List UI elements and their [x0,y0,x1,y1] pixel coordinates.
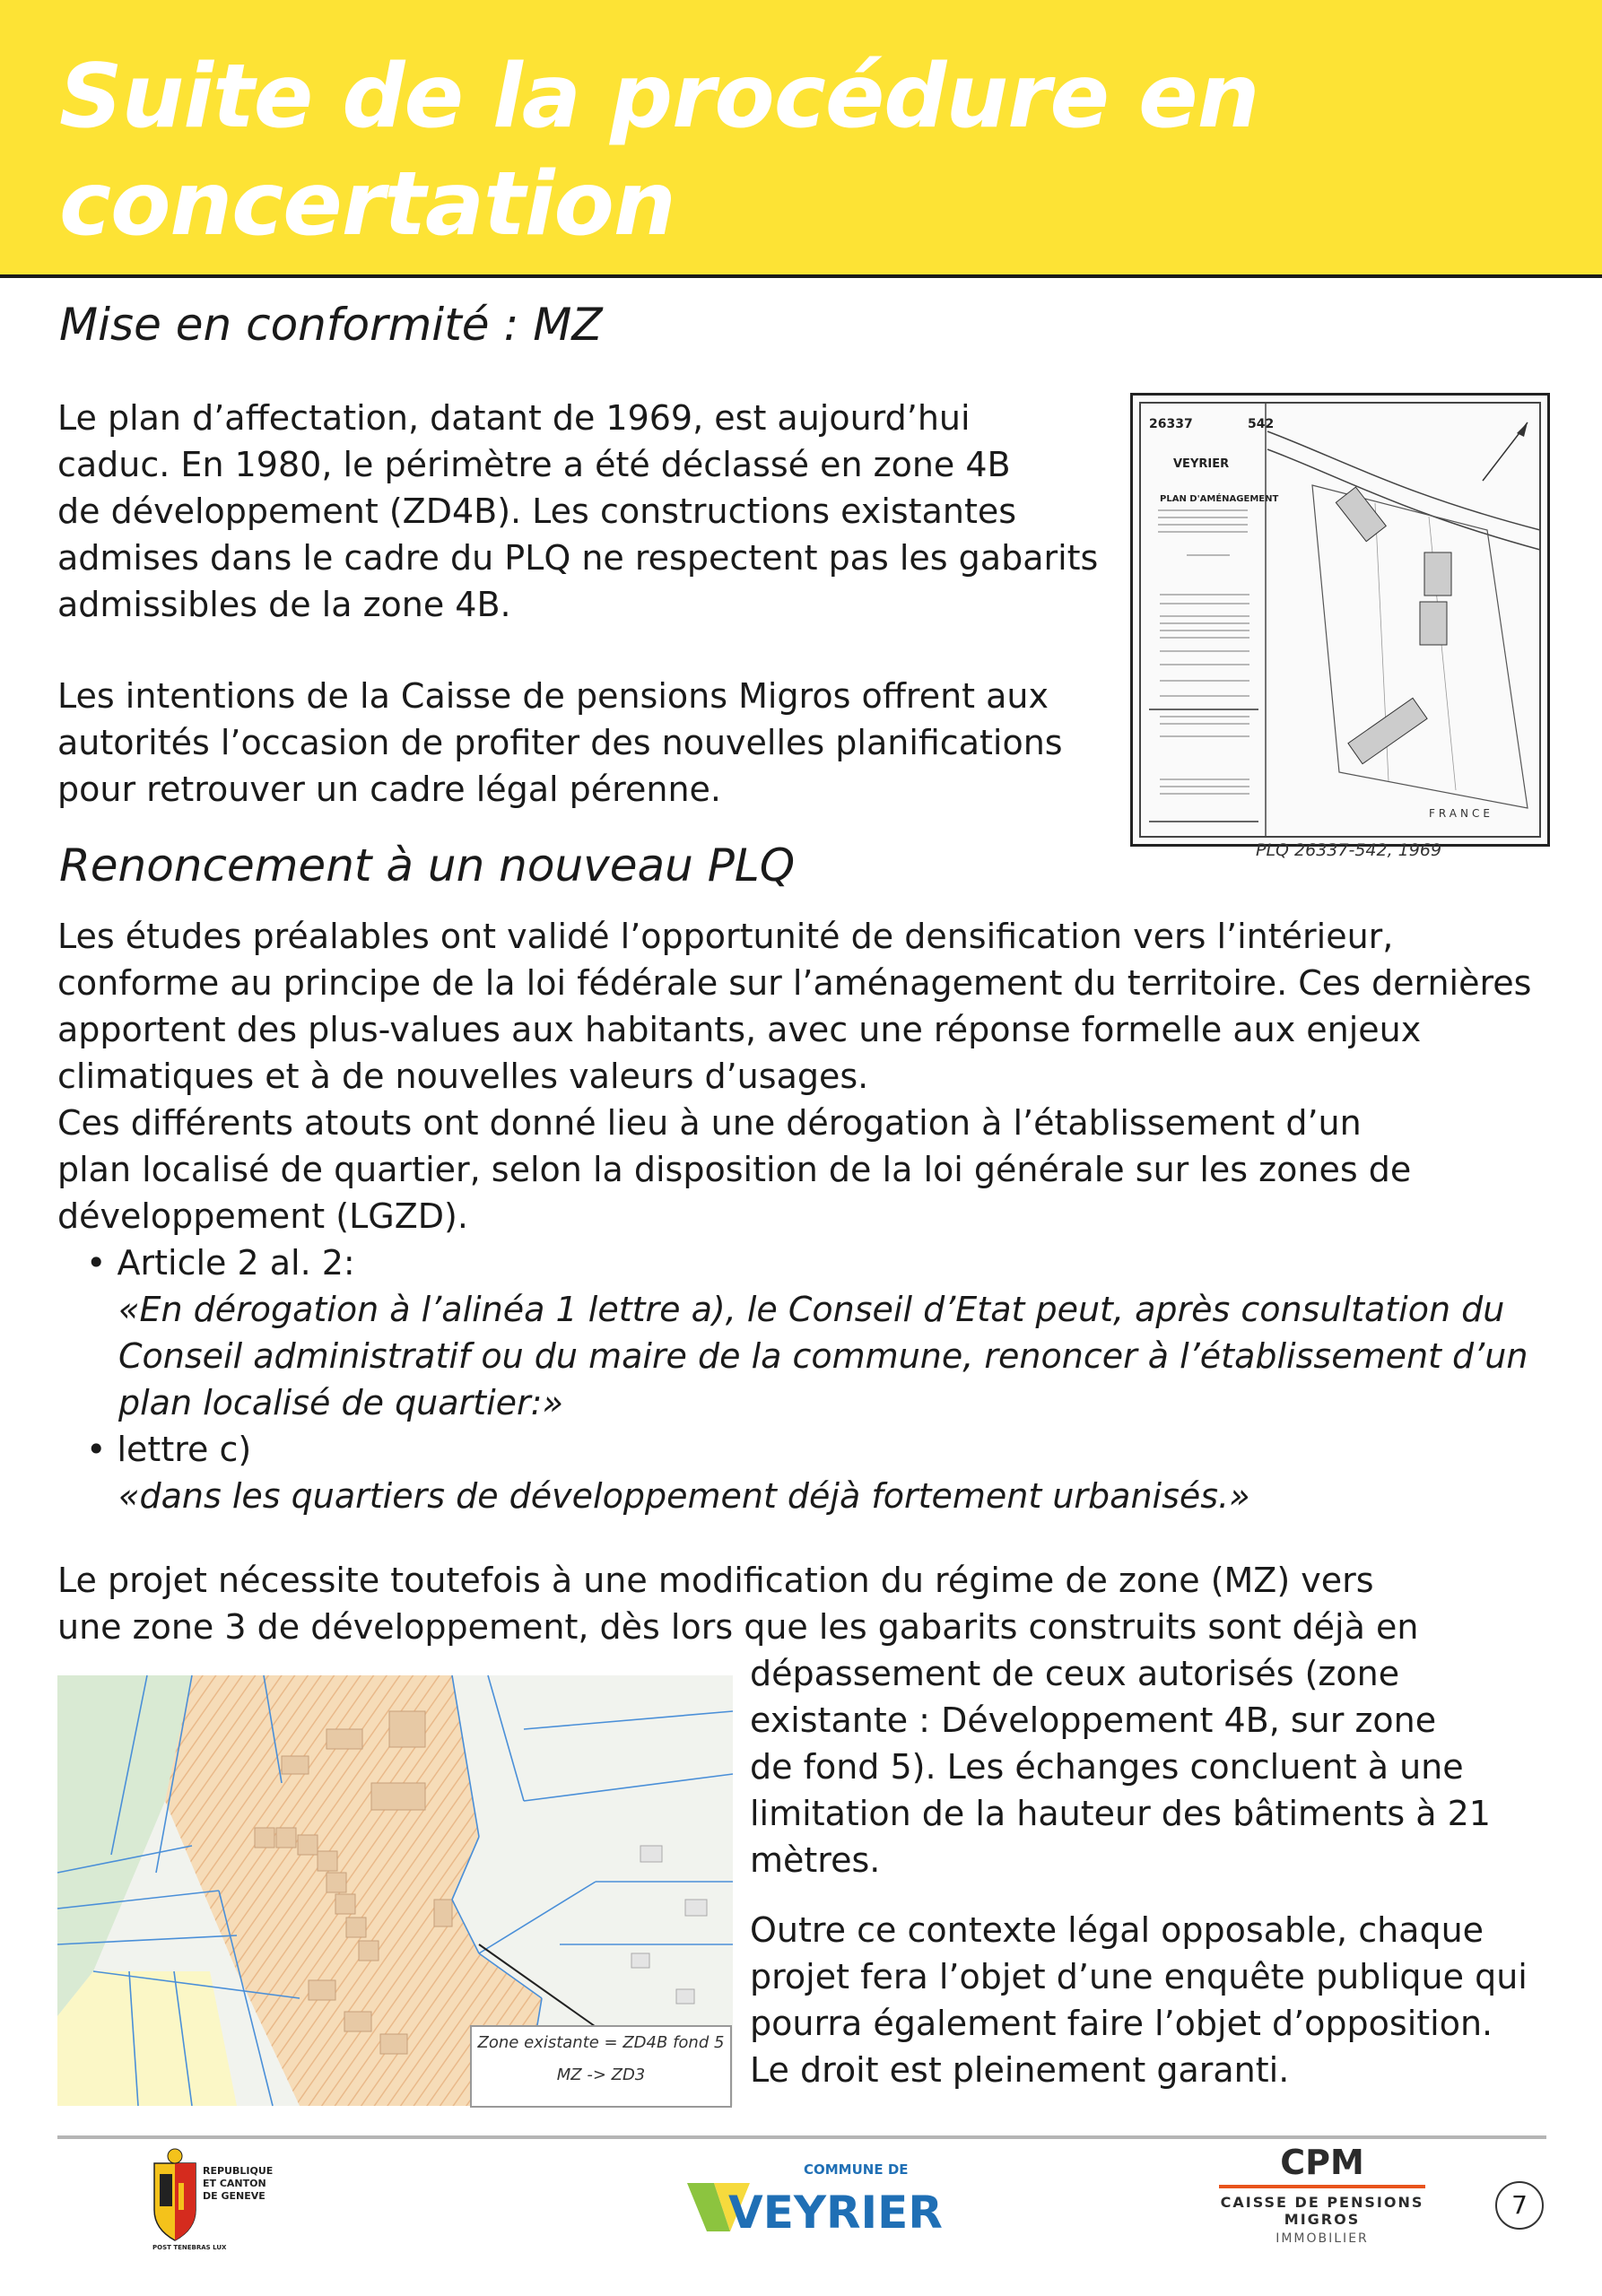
geneve-motto: POST TENEBRAS LUX [152,2244,227,2251]
cpm-line1: CAISSE DE PENSIONS MIGROS [1220,2194,1424,2228]
paragraph-plan-affectation [57,395,1116,628]
plan-number-left: 26337 [1149,417,1193,431]
text-line: Le plan d’affectation, datant de 1969, est aujourd’hui [57,398,971,438]
text-line: existante : Développement 4B, sur zone [750,1700,1437,1740]
veyrier-name-text: VEYRIER [728,2187,943,2239]
plq-plan-caption: PLQ 26337-542, 1969 [1256,840,1442,860]
text-line: caduc. En 1980, le périmètre a été déclassé en zone 4B [57,445,1011,484]
paragraph-enquete-publique [750,1907,1557,2093]
veyrier-logo [687,2147,943,2240]
text-line: Ces différents atouts ont donné lieu à une dérogation à l’établissement d’un [57,1103,1362,1143]
geneve-text-line: DE GENEVE [203,2190,266,2202]
plq-plan-drawing [1133,396,1547,844]
text-line: Outre ce contexte légal opposable, chaque [750,1910,1484,1950]
text-line: conforme au principe de la loi fédérale sur l’aménagement du territoire. Ces dernières [57,963,1532,1003]
section-heading-conformite: Mise en conformité : MZ [59,299,603,351]
cpm-line2: IMMOBILIER [1276,2231,1369,2246]
geneve-text-line: REPUBLIQUE [203,2165,274,2177]
text-line: «En dérogation à l’alinéa 1 lettre a), le Conseil d’Etat peut, après consultation du [118,1290,1505,1329]
veyrier-top-text: COMMUNE DE [804,2161,909,2178]
zone-existing-label: Zone existante = ZD4B fond 5 [477,2033,725,2052]
text-line: projet fera l’objet d’une enquête publique qui [750,1957,1528,1996]
text-line: de fond 5). Les échanges concluent à une [750,1747,1464,1787]
paragraph-modification-zone [57,1557,1564,1650]
quote-article [118,1286,1572,1426]
page-number: 7 [1495,2181,1544,2230]
paragraph-intentions [57,673,1116,813]
quote-lettre: «dans les quartiers de développement déjà fortement urbanisés.» [118,1476,1250,1516]
bullet-article: • Article 2 al. 2: [86,1243,355,1283]
text-line: une zone 3 de développement, dès lors que les gabarits construits sont déjà en [57,1607,1419,1647]
text-line: autorités l’occasion de profiter des nouvelles planifications [57,723,1063,762]
cpm-orange-bar [1219,2185,1425,2188]
text-line: mètres. [750,1840,881,1880]
text-line: plan localisé de quartier, selon la disposition de la loi générale sur les zones de [57,1150,1412,1189]
footer-divider [57,2135,1546,2139]
text-line: développement (LGZD). [57,1196,468,1236]
cpm-logo [1180,2143,1464,2246]
page-title: Suite de la procédure en concertation [59,46,1259,256]
geneve-logo [149,2147,274,2251]
text-line: apportent des plus-values aux habitants, avec une réponse formelle aux enjeux [57,1010,1422,1049]
bullet-lettre: • lettre c) [86,1430,252,1469]
veyrier-logo-mark [687,2147,943,2240]
plan-country: FRANCE [1429,807,1493,820]
text-line: de développement (ZD4B). Les constructions existantes [57,491,1017,531]
paragraph-modification-zone-continued [750,1650,1557,1883]
text-line: admissibles de la zone 4B. [57,585,511,624]
zone-change-label: MZ -> ZD3 [556,2066,646,2084]
text-line: Le projet nécessite toutefois à une modification du régime de zone (MZ) vers [57,1561,1374,1600]
text-line: plan localisé de quartier:» [118,1383,563,1422]
plan-subtitle: PLAN D'AMÉNAGEMENT [1160,494,1279,504]
text-line: pourra également faire l’objet d’opposition. [750,2004,1493,2043]
paragraph-etudes [57,913,1564,1239]
section-heading-renoncement: Renoncement à un nouveau PLQ [59,839,796,891]
plq-plan-image [1130,393,1550,847]
plan-commune: VEYRIER [1173,457,1230,471]
text-line: Les études préalables ont validé l’opportunité de densification vers l’intérieur, [57,917,1394,956]
text-line: admises dans le cadre du PLQ ne respectent pas les gabarits [57,538,1099,578]
text-line: pour retrouver un cadre légal pérenne. [57,770,721,809]
geneve-text-line: ET CANTON [203,2178,266,2189]
geneve-coat-of-arms-icon [149,2147,274,2251]
text-line: Le droit est pleinement garanti. [750,2050,1290,2090]
text-line: dépassement de ceux autorisés (zone [750,1654,1400,1693]
page-header [0,0,1602,278]
cpm-name: CPM [1280,2143,1364,2182]
plan-number-right: 542 [1248,417,1275,431]
text-line: limitation de la hauteur des bâtiments à 21 [750,1794,1491,1833]
zone-map-legend [470,2025,732,2108]
text-line: Conseil administratif ou du maire de la commune, renoncer à l’établissement d’un [118,1336,1528,1376]
text-line: Les intentions de la Caisse de pensions Migros offrent aux [57,676,1049,716]
text-line: climatiques et à de nouvelles valeurs d’usages. [57,1057,869,1096]
